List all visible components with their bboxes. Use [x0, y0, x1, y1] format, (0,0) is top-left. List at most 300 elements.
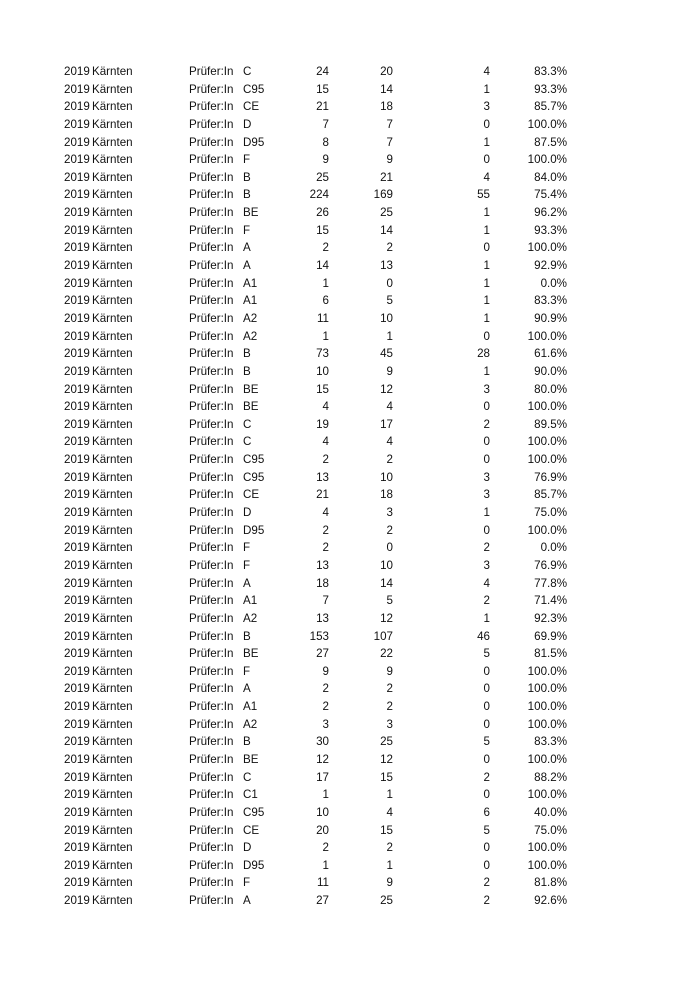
passed-cell: 4 [386, 805, 393, 819]
year-cell: 2019 [64, 858, 90, 872]
role-cell: Prüfer:In [189, 752, 234, 766]
region-cell: Kärnten [92, 488, 133, 502]
year-cell: 2019 [64, 876, 90, 890]
license-class-cell: BE [243, 752, 259, 766]
failed-cell: 0 [483, 788, 490, 802]
failed-cell: 55 [477, 188, 490, 202]
role-cell: Prüfer:In [189, 241, 234, 255]
region-cell: Kärnten [92, 259, 133, 273]
failed-cell: 3 [483, 100, 490, 114]
role-cell: Prüfer:In [189, 276, 234, 290]
year-cell: 2019 [64, 682, 90, 696]
license-class-cell: B [243, 629, 251, 643]
pass-rate-cell: 81.8% [534, 876, 567, 890]
role-cell: Prüfer:In [189, 364, 234, 378]
role-cell: Prüfer:In [189, 894, 234, 908]
total-cell: 11 [316, 876, 329, 890]
total-cell: 18 [316, 576, 329, 590]
failed-cell: 3 [483, 382, 490, 396]
pass-rate-cell: 92.3% [534, 611, 567, 625]
region-cell: Kärnten [92, 770, 133, 784]
role-cell: Prüfer:In [189, 717, 234, 731]
table-row [0, 557, 700, 575]
failed-cell: 3 [483, 558, 490, 572]
role-cell: Prüfer:In [189, 82, 234, 96]
region-cell: Kärnten [92, 241, 133, 255]
table-row [0, 822, 700, 840]
passed-cell: 1 [386, 788, 393, 802]
total-cell: 3 [322, 717, 329, 731]
year-cell: 2019 [64, 894, 90, 908]
passed-cell: 2 [386, 682, 393, 696]
total-cell: 1 [322, 276, 329, 290]
table-row [0, 451, 700, 469]
pass-rate-cell: 100.0% [527, 523, 567, 537]
license-class-cell: A1 [243, 294, 258, 308]
region-cell: Kärnten [92, 576, 133, 590]
pass-rate-cell: 100.0% [527, 858, 567, 872]
pass-rate-cell: 75.0% [534, 823, 567, 837]
table-row [0, 628, 700, 646]
license-class-cell: A1 [243, 276, 258, 290]
total-cell: 2 [322, 682, 329, 696]
failed-cell: 1 [483, 506, 490, 520]
total-cell: 2 [322, 541, 329, 555]
license-class-cell: B [243, 735, 251, 749]
total-cell: 12 [316, 752, 329, 766]
total-cell: 27 [316, 894, 329, 908]
role-cell: Prüfer:In [189, 700, 234, 714]
total-cell: 4 [322, 400, 329, 414]
failed-cell: 0 [483, 453, 490, 467]
passed-cell: 2 [386, 700, 393, 714]
license-class-cell: F [243, 876, 251, 890]
failed-cell: 5 [483, 735, 490, 749]
role-cell: Prüfer:In [189, 311, 234, 325]
region-cell: Kärnten [92, 65, 133, 78]
year-cell: 2019 [64, 788, 90, 802]
license-class-cell: F [243, 223, 251, 237]
table-row [0, 186, 700, 204]
license-class-cell: A2 [243, 329, 258, 343]
role-cell: Prüfer:In [189, 682, 234, 696]
passed-cell: 0 [386, 541, 393, 555]
passed-cell: 3 [386, 506, 393, 520]
passed-cell: 2 [386, 241, 393, 255]
passed-cell: 0 [386, 276, 393, 290]
pass-rate-cell: 92.6% [534, 894, 567, 908]
total-cell: 13 [316, 470, 329, 484]
license-class-cell: D [243, 117, 252, 131]
license-class-cell: A2 [243, 311, 258, 325]
region-cell: Kärnten [92, 135, 133, 149]
year-cell: 2019 [64, 752, 90, 766]
pass-rate-cell: 100.0% [527, 435, 567, 449]
year-cell: 2019 [64, 823, 90, 837]
pass-rate-cell: 84.0% [534, 170, 567, 184]
role-cell: Prüfer:In [189, 470, 234, 484]
role-cell: Prüfer:In [189, 259, 234, 273]
pass-rate-cell: 76.9% [534, 558, 567, 572]
license-class-cell: F [243, 153, 251, 167]
license-class-cell: A [243, 259, 251, 273]
failed-cell: 5 [483, 647, 490, 661]
total-cell: 24 [316, 65, 329, 78]
passed-cell: 7 [386, 135, 393, 149]
failed-cell: 0 [483, 664, 490, 678]
license-class-cell: D95 [243, 523, 265, 537]
role-cell: Prüfer:In [189, 170, 234, 184]
failed-cell: 1 [483, 276, 490, 290]
role-cell: Prüfer:In [189, 382, 234, 396]
pass-rate-cell: 81.5% [534, 647, 567, 661]
table-row [0, 610, 700, 628]
role-cell: Prüfer:In [189, 647, 234, 661]
table-row [0, 222, 700, 240]
failed-cell: 0 [483, 858, 490, 872]
table-row [0, 398, 700, 416]
data-table [0, 63, 700, 910]
license-class-cell: B [243, 188, 251, 202]
region-cell: Kärnten [92, 347, 133, 361]
pass-rate-cell: 100.0% [527, 453, 567, 467]
license-class-cell: F [243, 558, 251, 572]
passed-cell: 25 [380, 206, 393, 220]
passed-cell: 20 [380, 65, 393, 78]
total-cell: 27 [316, 647, 329, 661]
license-class-cell: B [243, 170, 251, 184]
failed-cell: 3 [483, 470, 490, 484]
license-class-cell: F [243, 541, 251, 555]
failed-cell: 0 [483, 117, 490, 131]
pass-rate-cell: 71.4% [534, 594, 567, 608]
pass-rate-cell: 75.0% [534, 506, 567, 520]
pass-rate-cell: 0.0% [540, 541, 567, 555]
table-row [0, 151, 700, 169]
license-class-cell: A [243, 576, 251, 590]
passed-cell: 5 [386, 594, 393, 608]
year-cell: 2019 [64, 364, 90, 378]
license-class-cell: C95 [243, 82, 265, 96]
year-cell: 2019 [64, 488, 90, 502]
table-row [0, 345, 700, 363]
failed-cell: 2 [483, 876, 490, 890]
total-cell: 9 [322, 153, 329, 167]
region-cell: Kärnten [92, 382, 133, 396]
pass-rate-cell: 100.0% [527, 664, 567, 678]
role-cell: Prüfer:In [189, 188, 234, 202]
total-cell: 21 [316, 100, 329, 114]
passed-cell: 9 [386, 664, 393, 678]
region-cell: Kärnten [92, 858, 133, 872]
role-cell: Prüfer:In [189, 770, 234, 784]
passed-cell: 10 [380, 470, 393, 484]
total-cell: 1 [322, 858, 329, 872]
year-cell: 2019 [64, 206, 90, 220]
region-cell: Kärnten [92, 276, 133, 290]
table-row [0, 486, 700, 504]
region-cell: Kärnten [92, 170, 133, 184]
license-class-cell: C [243, 435, 252, 449]
region-cell: Kärnten [92, 841, 133, 855]
passed-cell: 45 [380, 347, 393, 361]
region-cell: Kärnten [92, 523, 133, 537]
license-class-cell: A1 [243, 700, 258, 714]
table-row [0, 134, 700, 152]
pass-rate-cell: 75.4% [534, 188, 567, 202]
passed-cell: 2 [386, 523, 393, 537]
license-class-cell: D [243, 841, 252, 855]
table-row [0, 81, 700, 99]
region-cell: Kärnten [92, 153, 133, 167]
passed-cell: 14 [380, 82, 393, 96]
passed-cell: 9 [386, 153, 393, 167]
pass-rate-cell: 83.3% [534, 294, 567, 308]
pass-rate-cell: 90.0% [534, 364, 567, 378]
license-class-cell: B [243, 347, 251, 361]
table-row [0, 874, 700, 892]
year-cell: 2019 [64, 805, 90, 819]
failed-cell: 4 [483, 576, 490, 590]
role-cell: Prüfer:In [189, 223, 234, 237]
total-cell: 7 [322, 117, 329, 131]
pass-rate-cell: 88.2% [534, 770, 567, 784]
role-cell: Prüfer:In [189, 735, 234, 749]
license-class-cell: A [243, 894, 251, 908]
table-row [0, 239, 700, 257]
region-cell: Kärnten [92, 188, 133, 202]
total-cell: 153 [309, 629, 329, 643]
year-cell: 2019 [64, 558, 90, 572]
year-cell: 2019 [64, 717, 90, 731]
region-cell: Kärnten [92, 752, 133, 766]
table-row [0, 433, 700, 451]
total-cell: 2 [322, 841, 329, 855]
license-class-cell: D [243, 506, 252, 520]
license-class-cell: A1 [243, 594, 258, 608]
pass-rate-cell: 100.0% [527, 752, 567, 766]
total-cell: 4 [322, 435, 329, 449]
passed-cell: 14 [380, 576, 393, 590]
region-cell: Kärnten [92, 223, 133, 237]
total-cell: 224 [309, 188, 329, 202]
pass-rate-cell: 100.0% [527, 153, 567, 167]
passed-cell: 7 [386, 117, 393, 131]
failed-cell: 0 [483, 841, 490, 855]
region-cell: Kärnten [92, 117, 133, 131]
license-class-cell: C95 [243, 805, 265, 819]
pass-rate-cell: 100.0% [527, 329, 567, 343]
table-row [0, 839, 700, 857]
role-cell: Prüfer:In [189, 805, 234, 819]
year-cell: 2019 [64, 576, 90, 590]
pass-rate-cell: 100.0% [527, 788, 567, 802]
failed-cell: 2 [483, 417, 490, 431]
region-cell: Kärnten [92, 506, 133, 520]
region-cell: Kärnten [92, 629, 133, 643]
role-cell: Prüfer:In [189, 611, 234, 625]
role-cell: Prüfer:In [189, 117, 234, 131]
table-row [0, 169, 700, 187]
failed-cell: 1 [483, 364, 490, 378]
role-cell: Prüfer:In [189, 347, 234, 361]
table-row [0, 98, 700, 116]
failed-cell: 0 [483, 241, 490, 255]
failed-cell: 1 [483, 206, 490, 220]
passed-cell: 17 [380, 417, 393, 431]
pass-rate-cell: 77.8% [534, 576, 567, 590]
total-cell: 19 [316, 417, 329, 431]
total-cell: 4 [322, 506, 329, 520]
region-cell: Kärnten [92, 682, 133, 696]
region-cell: Kärnten [92, 294, 133, 308]
pass-rate-cell: 40.0% [534, 805, 567, 819]
year-cell: 2019 [64, 382, 90, 396]
pass-rate-cell: 69.9% [534, 629, 567, 643]
region-cell: Kärnten [92, 735, 133, 749]
table-row [0, 857, 700, 875]
pass-rate-cell: 0.0% [540, 276, 567, 290]
passed-cell: 18 [380, 100, 393, 114]
region-cell: Kärnten [92, 788, 133, 802]
total-cell: 30 [316, 735, 329, 749]
passed-cell: 2 [386, 841, 393, 855]
region-cell: Kärnten [92, 611, 133, 625]
role-cell: Prüfer:In [189, 823, 234, 837]
pass-rate-cell: 83.3% [534, 735, 567, 749]
total-cell: 1 [322, 788, 329, 802]
pass-rate-cell: 96.2% [534, 206, 567, 220]
region-cell: Kärnten [92, 805, 133, 819]
failed-cell: 0 [483, 523, 490, 537]
table-row [0, 892, 700, 910]
passed-cell: 4 [386, 400, 393, 414]
table-row [0, 310, 700, 328]
year-cell: 2019 [64, 153, 90, 167]
license-class-cell: A [243, 241, 251, 255]
role-cell: Prüfer:In [189, 100, 234, 114]
table-row [0, 204, 700, 222]
region-cell: Kärnten [92, 594, 133, 608]
pass-rate-cell: 92.9% [534, 259, 567, 273]
region-cell: Kärnten [92, 311, 133, 325]
role-cell: Prüfer:In [189, 523, 234, 537]
region-cell: Kärnten [92, 82, 133, 96]
failed-cell: 28 [477, 347, 490, 361]
region-cell: Kärnten [92, 558, 133, 572]
year-cell: 2019 [64, 347, 90, 361]
total-cell: 20 [316, 823, 329, 837]
table-row [0, 663, 700, 681]
passed-cell: 12 [380, 382, 393, 396]
total-cell: 26 [316, 206, 329, 220]
failed-cell: 4 [483, 65, 490, 78]
failed-cell: 0 [483, 329, 490, 343]
region-cell: Kärnten [92, 417, 133, 431]
pass-rate-cell: 83.3% [534, 65, 567, 78]
region-cell: Kärnten [92, 470, 133, 484]
passed-cell: 18 [380, 488, 393, 502]
year-cell: 2019 [64, 435, 90, 449]
failed-cell: 6 [483, 805, 490, 819]
table-row [0, 575, 700, 593]
year-cell: 2019 [64, 541, 90, 555]
total-cell: 2 [322, 700, 329, 714]
total-cell: 9 [322, 664, 329, 678]
role-cell: Prüfer:In [189, 629, 234, 643]
table-row [0, 645, 700, 663]
license-class-cell: BE [243, 400, 259, 414]
year-cell: 2019 [64, 241, 90, 255]
passed-cell: 169 [373, 188, 393, 202]
table-row [0, 804, 700, 822]
region-cell: Kärnten [92, 329, 133, 343]
license-class-cell: C [243, 417, 252, 431]
year-cell: 2019 [64, 470, 90, 484]
total-cell: 25 [316, 170, 329, 184]
passed-cell: 25 [380, 735, 393, 749]
year-cell: 2019 [64, 594, 90, 608]
role-cell: Prüfer:In [189, 453, 234, 467]
pass-rate-cell: 100.0% [527, 841, 567, 855]
failed-cell: 0 [483, 682, 490, 696]
region-cell: Kärnten [92, 453, 133, 467]
role-cell: Prüfer:In [189, 788, 234, 802]
pass-rate-cell: 90.9% [534, 311, 567, 325]
pass-rate-cell: 100.0% [527, 682, 567, 696]
table-row [0, 328, 700, 346]
failed-cell: 1 [483, 611, 490, 625]
pass-rate-cell: 100.0% [527, 117, 567, 131]
license-class-cell: F [243, 664, 251, 678]
year-cell: 2019 [64, 453, 90, 467]
license-class-cell: A2 [243, 717, 258, 731]
license-class-cell: CE [243, 100, 260, 114]
year-cell: 2019 [64, 770, 90, 784]
year-cell: 2019 [64, 82, 90, 96]
year-cell: 2019 [64, 664, 90, 678]
region-cell: Kärnten [92, 647, 133, 661]
failed-cell: 1 [483, 259, 490, 273]
passed-cell: 4 [386, 435, 393, 449]
table-row [0, 416, 700, 434]
license-class-cell: D95 [243, 858, 265, 872]
license-class-cell: CE [243, 823, 260, 837]
total-cell: 21 [316, 488, 329, 502]
total-cell: 15 [316, 223, 329, 237]
year-cell: 2019 [64, 735, 90, 749]
role-cell: Prüfer:In [189, 435, 234, 449]
role-cell: Prüfer:In [189, 858, 234, 872]
license-class-cell: C [243, 65, 252, 78]
year-cell: 2019 [64, 170, 90, 184]
passed-cell: 107 [373, 629, 393, 643]
total-cell: 15 [316, 82, 329, 96]
license-class-cell: C1 [243, 788, 258, 802]
license-class-cell: CE [243, 488, 260, 502]
table-row [0, 469, 700, 487]
table-row [0, 680, 700, 698]
table-row [0, 116, 700, 134]
table-row [0, 63, 700, 81]
year-cell: 2019 [64, 259, 90, 273]
license-class-cell: C [243, 770, 252, 784]
failed-cell: 0 [483, 435, 490, 449]
year-cell: 2019 [64, 647, 90, 661]
year-cell: 2019 [64, 329, 90, 343]
table-row [0, 539, 700, 557]
failed-cell: 2 [483, 541, 490, 555]
